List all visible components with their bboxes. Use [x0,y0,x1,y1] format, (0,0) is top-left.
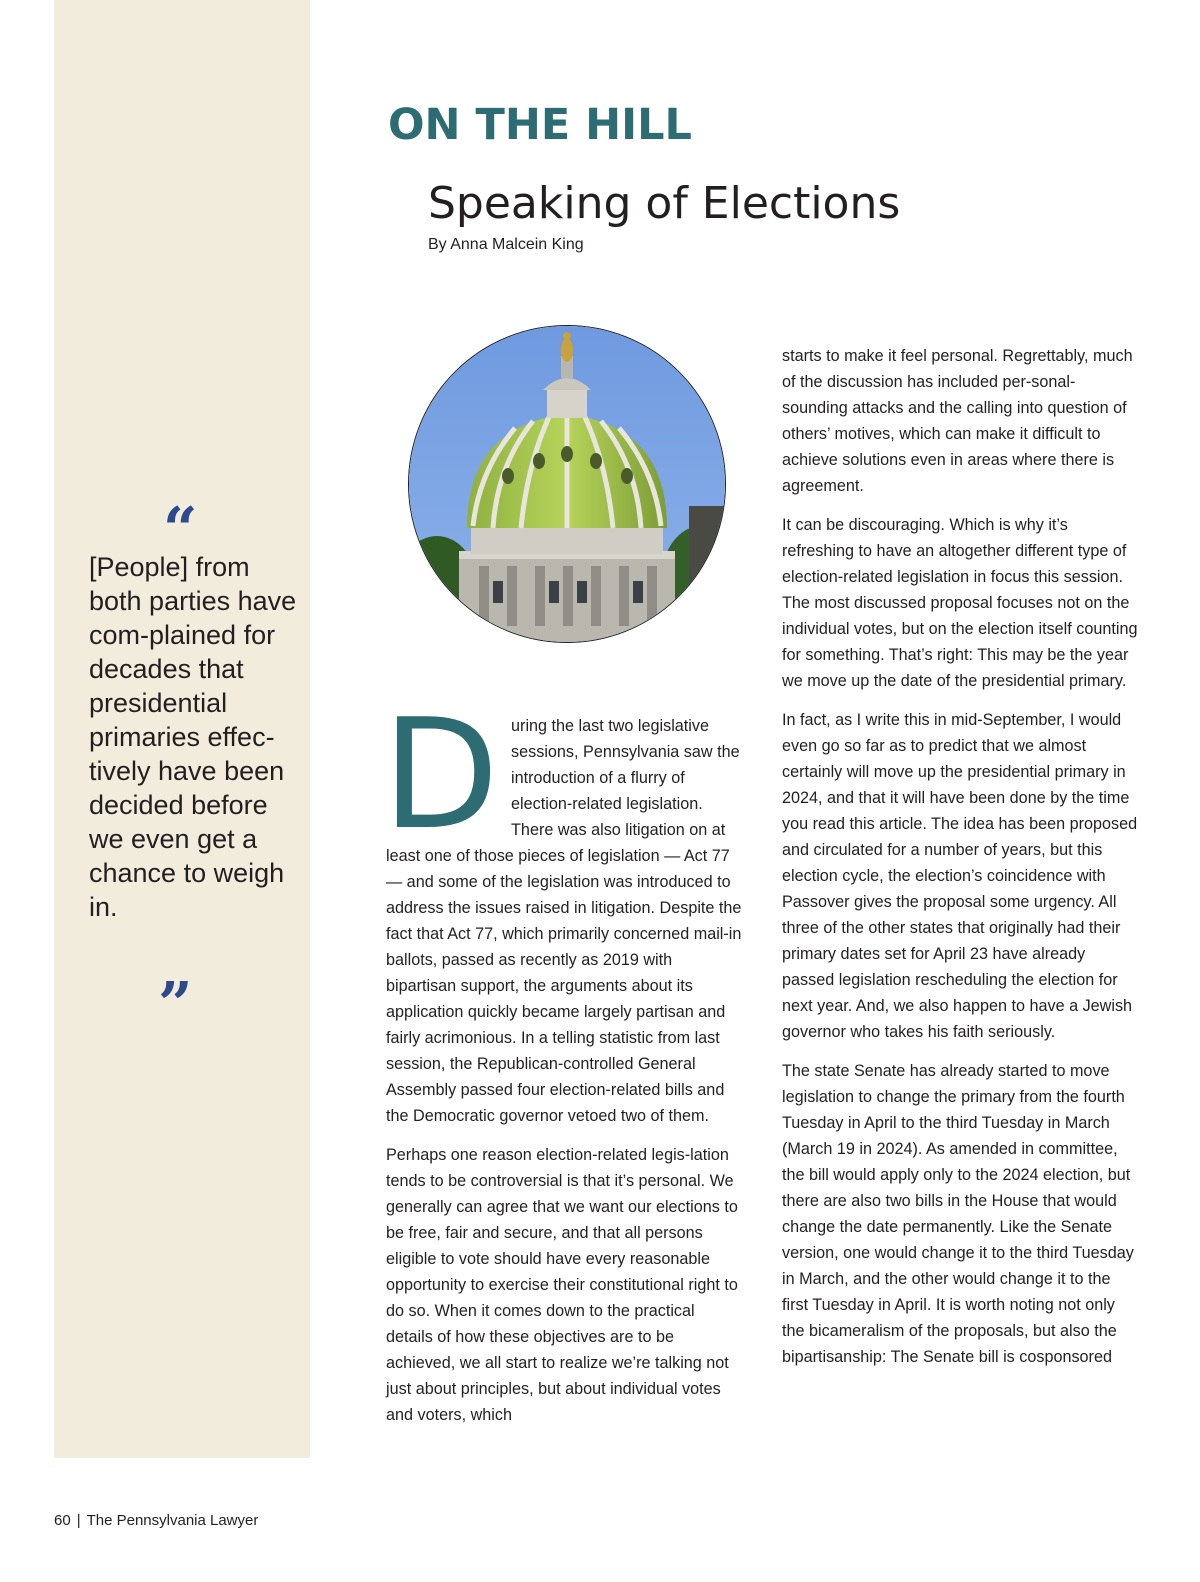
capitol-dome-illustration [409,326,725,642]
article-paragraph: starts to make it feel personal. Regrettably, much of the discussion has included per-sonal-sounding attacks and the calling into question of others’ motives, which can make it difficult to achieve solutions even in areas where there is agreement. [782,347,1133,495]
paragraph-text: uring the last two legislative sessions, Pennsylvania saw the introduction of a flurry of election-related legislation. There was also litigation on at least one of those pieces of legislation — Act 77 — and some of the legislation was introduced to address the issues raised in litigation. Despite the fact that Act 77, which primarily concerned mail-in ballots, passed as recently as 2019 with bipartisan support, the arguments about its application quickly became largely partisan and fairly acrimonious. In a telling statistic from last session, the Republican-controlled General Assembly passed four election-related bills and the Democratic governor vetoed two of them. [386,717,742,1125]
article-paragraph: It can be discouraging. Which is why it’s refreshing to have an altogether different type of election-related legislation in focus this session. The most discussed proposal focuses not on the individual votes, but on the election itself counting for something. That’s right: This may be the year we move up the date of the presidential primary. [782,516,1138,690]
byline: By Anna Malcein King [428,236,584,253]
page-number: 60 [54,1512,71,1529]
drop-cap: D [382,686,500,863]
article-column-2 [782,343,1140,1383]
article-title: Speaking of Elections [428,178,901,229]
article-paragraph: Perhaps one reason election-related legis-lation tends to be controversial is that it’s personal. We generally can agree that we want our elections to be free, fair and secure, and that all persons eligible to vote should have every reasonable opportunity to exercise their constitutional right to do so. When it comes down to the practical details of how these objectives are to be achieved, we all start to realize we’re talking not just about principles, but about individual votes and voters, which [386,1146,738,1424]
article-paragraph: The state Senate has already started to move legislation to change the primary from the fourth Tuesday in April to the third Tuesday in March (March 19 in 2024). As amended in committee, the bill would apply only to the 2024 election, but there are also two bills in the House that would change the date permanently. Like the Senate version, one would change it to the third Tuesday in March, and the other would change it to the first Tuesday in April. It is worth noting not only the bicameralism of the proposals, but also the bipartisanship: The Senate bill is cosponsored [782,1062,1134,1366]
close-quote-mark: ” [158,970,193,1040]
pull-quote-text: [People] from both parties have com-plained for decades that presidential primaries effec-tively have been decided before we even get a chance to weigh in. [89,552,297,922]
section-heading: ON THE HILL [388,100,692,150]
article-paragraph [382,686,742,1129]
footer-separator: | [76,1512,81,1529]
page-footer [54,1512,258,1529]
open-quote-mark: “ [163,495,198,565]
article-paragraph: In fact, as I write this in mid-September, I would even go so far as to predict that we almost certainly will move up the presidential primary in 2024, and that it will have been done by the time you read this article. The idea has been proposed and circulated for a number of years, but this election cycle, the election’s coincidence with Passover gives the proposal some urgency. All three of the other states that originally had their primary dates set for April 23 have already passed legislation rescheduling the election for next year. And, we also happen to have a Jewish governor who takes his faith seriously. [782,711,1138,1041]
publication-name: The Pennsylvania Lawyer [86,1512,259,1529]
article-column-1 [382,686,742,1441]
capitol-dome-photo [408,325,726,643]
